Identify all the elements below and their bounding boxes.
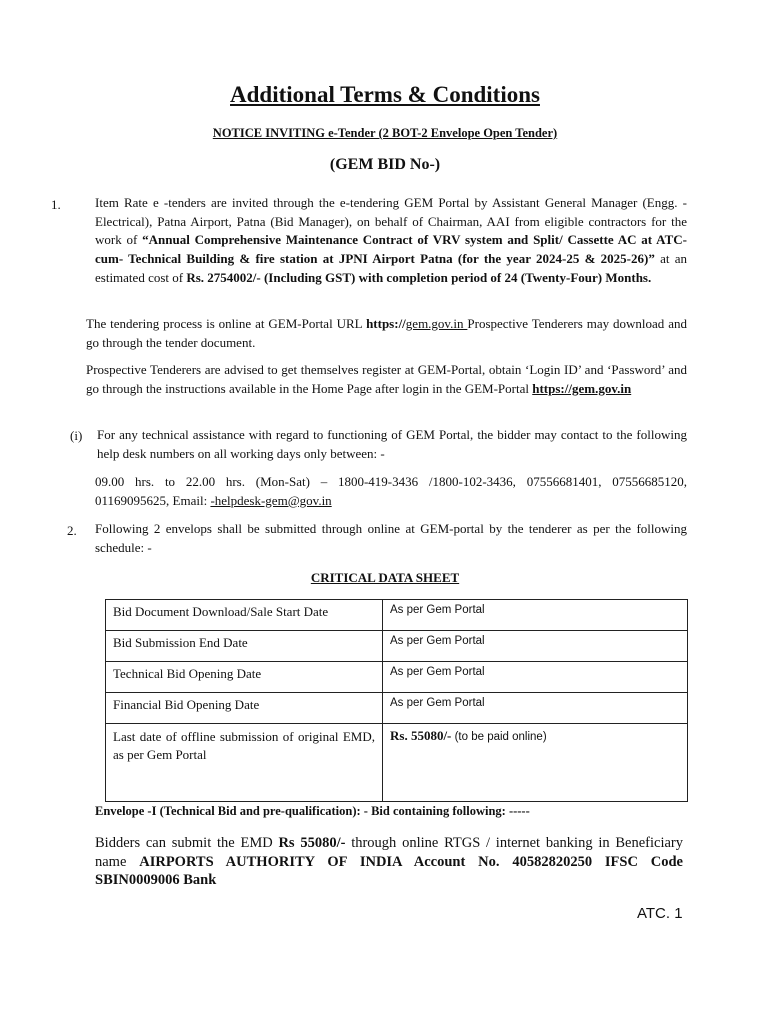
row-value: As per Gem Portal	[383, 600, 688, 631]
table-row	[106, 631, 688, 662]
online-tendering-paragraph	[86, 315, 687, 352]
emd-intro: Bidders can submit the EMD	[95, 835, 279, 851]
document-title: Additional Terms & Conditions	[230, 82, 540, 107]
helpdesk-hours-numbers: 09.00 hrs. to 22.00 hrs. (Mon-Sat) – 1800-419-3436 /1800-102-3436, 07556681401, 07556685120, 01169095625, Email:	[95, 474, 687, 508]
gem-url-protocol[interactable]: https://	[366, 316, 406, 331]
table-row	[106, 662, 688, 693]
helpdesk-paragraph	[95, 473, 687, 510]
row-value: As per Gem Portal	[383, 631, 688, 662]
table-row	[106, 600, 688, 631]
critical-data-sheet-table	[105, 599, 688, 802]
estimated-cost: Rs. 2754002/- (Including GST) with completion period of 24 (Twenty-Four) Months.	[186, 269, 652, 285]
row-value: As per Gem Portal	[383, 693, 688, 724]
emd-amount: Rs. 55080/-	[390, 728, 452, 743]
item-number-1: 1.	[51, 197, 61, 212]
row-label: Bid Submission End Date	[106, 631, 383, 662]
helpdesk-email-link[interactable]: -helpdesk-gem@gov.in	[210, 492, 332, 508]
online-text-tail: Prospective Tenderers may download and go through the tender document.	[86, 316, 688, 350]
item-1-cost-intro: at an estimated cost of	[95, 251, 688, 285]
row-value: As per Gem Portal	[383, 662, 688, 693]
work-name: “Annual Comprehensive Maintenance Contract of VRV system and Split/ Cassette AC at ATC- cum- Technical Building & fire station at JPNI Airport Patna (for the year 2024-25 & 2025-26)”	[95, 232, 687, 267]
row-value	[383, 724, 688, 802]
table-row	[106, 693, 688, 724]
online-text: The tendering process is online at GEM-Portal URL	[86, 316, 367, 331]
registration-text: Prospective Tenderers are advised to get themselves register at GEM-Portal, obtain ‘Login ID’ and ‘Password’ and go through the instructions available in the Home Page after login in the GEM-Portal	[86, 362, 687, 396]
envelopes-paragraph: Following 2 envelops shall be submitted through online at GEM-portal by the tenderer as per the following schedule: -	[95, 521, 687, 555]
row-label: Bid Document Download/Sale Start Date	[106, 600, 383, 631]
page-reference: ATC. 1	[637, 905, 683, 922]
gem-portal-link[interactable]: https://gem.gov.in	[532, 380, 632, 396]
emd-paragraph	[95, 834, 683, 890]
emd-method: through online RTGS / internet banking in Beneficiary name	[95, 835, 683, 870]
item-number-2: 2.	[67, 523, 77, 538]
table-row	[106, 724, 688, 802]
row-label: Technical Bid Opening Date	[106, 662, 383, 693]
beneficiary-account: AIRPORTS AUTHORITY OF INDIA Account No. 40582820250 IFSC Code SBIN0009006 Bank	[95, 853, 683, 888]
item-number-i: (i)	[70, 428, 83, 443]
notice-heading: NOTICE INVITING e-Tender (2 BOT-2 Envelope Open Tender)	[212, 126, 558, 140]
critical-data-sheet-heading: CRITICAL DATA SHEET	[310, 570, 460, 585]
envelope-1-heading: Envelope -I (Technical Bid and pre-qualification): - Bid containing following: -----	[95, 804, 530, 818]
emd-amount-inline: Rs 55080/-	[278, 835, 346, 851]
item-1-intro: Item Rate e -tenders are invited through the e-tendering GEM Portal by Assistant General Manager (Engg. -Electrical), Patna Airport, Patna (Bid Manager), on behalf of Chairman, AAI from eligible contractors for the work of	[95, 195, 687, 248]
technical-assistance-paragraph: For any technical assistance with regard to functioning of GEM Portal, the bidder may contact to the following help desk numbers on all working days only between: -	[97, 427, 687, 461]
gem-bid-number: (GEM BID No-)	[329, 156, 441, 173]
row-label: Financial Bid Opening Date	[106, 693, 383, 724]
row-label: Last date of offline submission of original EMD, as per Gem Portal	[106, 724, 383, 802]
registration-paragraph	[86, 361, 687, 398]
emd-payment-note: (to be paid online)	[451, 731, 547, 743]
item-1-paragraph	[95, 194, 687, 288]
gem-url-link[interactable]: gem.gov.in	[405, 316, 468, 331]
